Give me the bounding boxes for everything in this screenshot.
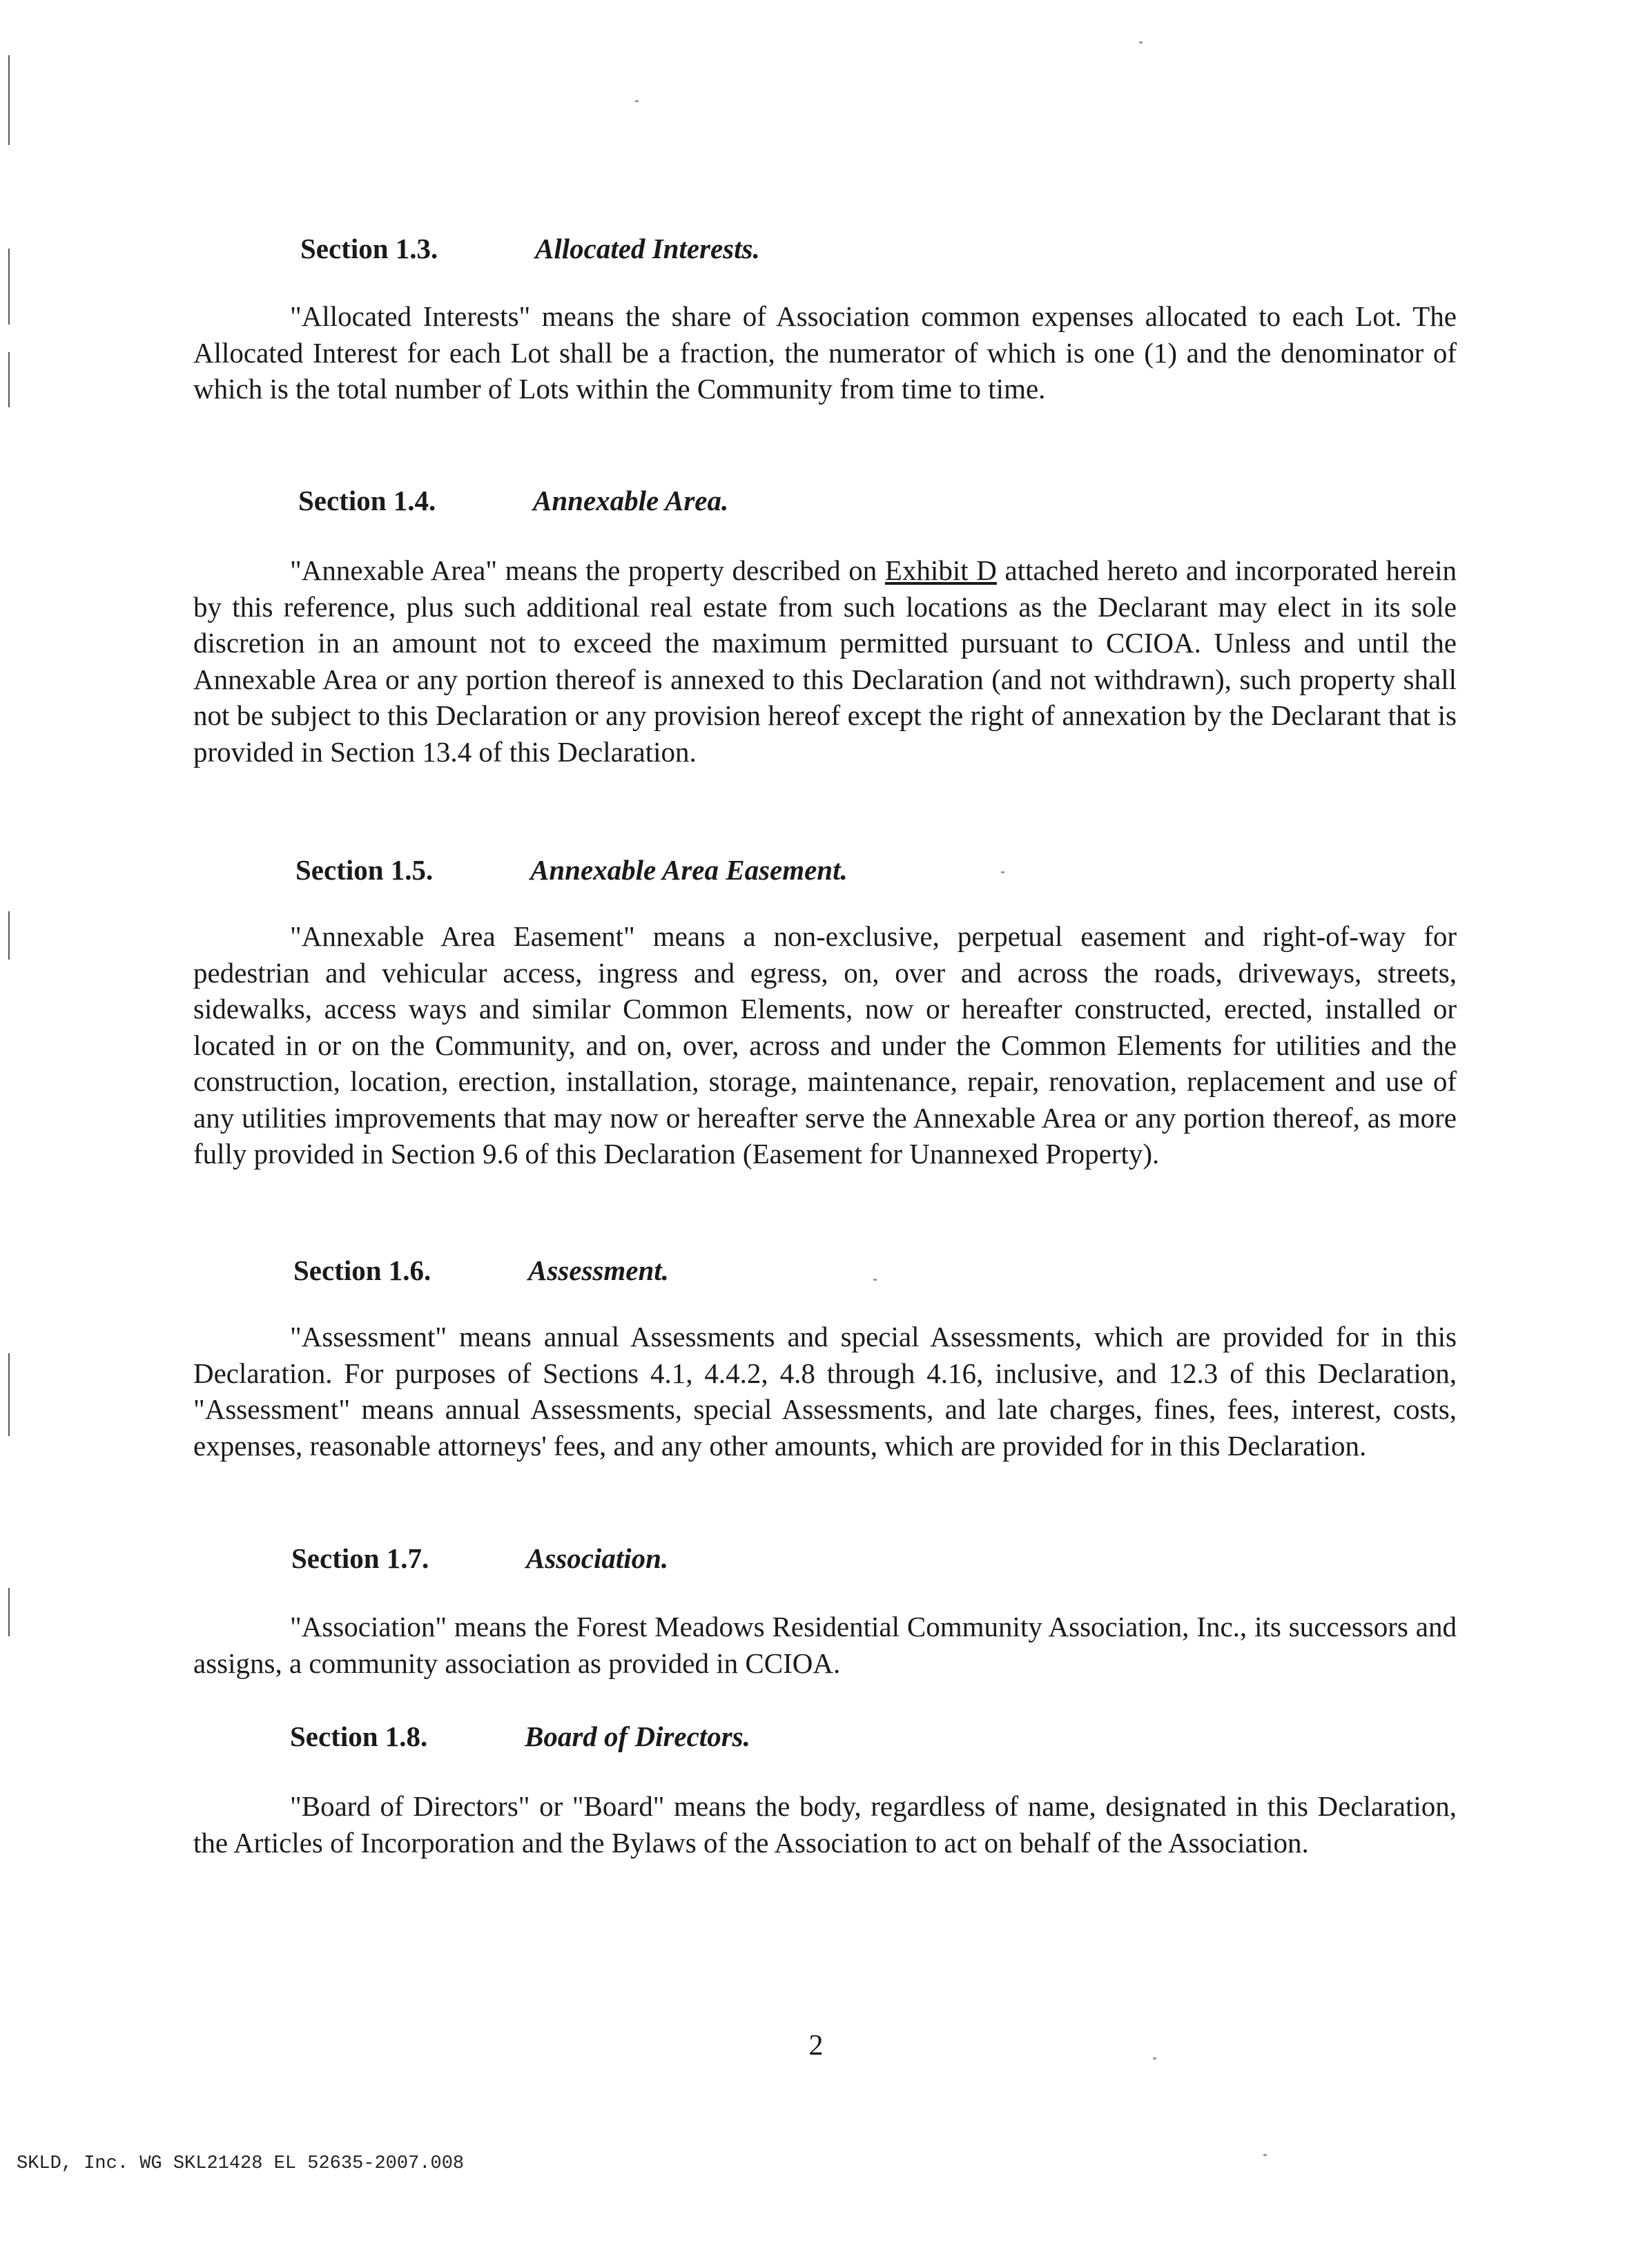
section-title: Allocated Interests. (535, 233, 760, 264)
section-number: Section 1.7. (291, 1542, 429, 1574)
section-heading (298, 483, 1451, 518)
scan-speck (1263, 2154, 1267, 2156)
section-1-5-body (193, 918, 1457, 1172)
section-1-8 (290, 1719, 1443, 1754)
section-paragraph-text: "Annexable Area" means the property described on (290, 554, 885, 586)
section-title: Board of Directors. (525, 1721, 750, 1752)
section-title: Assessment. (528, 1254, 669, 1286)
section-number: Section 1.5. (295, 854, 434, 886)
section-paragraph-text: "Allocated Interests" means the share of Association common expenses allocated to each Lot. The Allocated Interest for each Lot shall be a fraction, the numerator of which is one (1) and the denominator of which is the total number of Lots within the Community from time to time. (193, 300, 1457, 405)
section-1-6-body (193, 1319, 1457, 1464)
scan-speck (1139, 41, 1143, 43)
section-number: Section 1.6. (293, 1254, 431, 1286)
section-heading (295, 853, 1448, 887)
section-paragraph (193, 1788, 1457, 1861)
section-heading (291, 1541, 1444, 1576)
section-1-4 (298, 483, 1451, 518)
section-paragraph-text: "Association" means the Forest Meadows Residential Community Association, Inc., its successors and assigns, a community association as provided in CCIOA. (193, 1611, 1457, 1679)
section-1-8-body (193, 1788, 1457, 1861)
section-number: Section 1.8. (290, 1721, 428, 1752)
section-heading (293, 1253, 1446, 1288)
section-1-3-body (193, 298, 1457, 407)
section-paragraph (193, 1609, 1457, 1681)
scan-speck (635, 100, 639, 102)
scan-margin-mark (8, 249, 10, 324)
section-paragraph-text: "Assessment" means annual Assessments and special Assessments, which are provided for in this Declaration. For purposes of Sections 4.1, 4.4.2, 4.8 through 4.16, inclusive, and 12.3 of this Declaration, "Assessment" means annual Assessments, special Assessments, and late charges, fines, fees, interest, costs, expenses, reasonable attorneys' fees, and any other amounts, which are provided for in this Declaration. (193, 1321, 1457, 1462)
section-1-7 (291, 1541, 1444, 1576)
section-paragraph (193, 552, 1457, 770)
document-footer-id: SKLD, Inc. WG SKL21428 EL 52635-2007.008 (17, 2153, 465, 2174)
section-paragraph-text: "Annexable Area Easement" means a non-exclusive, perpetual easement and right-of-way for pedestrian and vehicular access, ingress and egress, on, over and across the roads, driveways, streets, sidewalks, access ways and similar Common Elements, now or hereafter constructed, erected, installed or located in or on the Community, and on, over, across and under the Common Elements for utilities and the construction, location, erection, installation, storage, maintenance, repair, renovation, replacement and use of any utilities improvements that may now or hereafter serve the Annexable Area or any portion thereof, as more fully provided in Section 9.6 of this Declaration (Easement for Unannexed Property). (193, 920, 1457, 1170)
section-title: Association. (526, 1542, 669, 1574)
section-heading (300, 231, 1453, 266)
scan-margin-mark (8, 1588, 10, 1636)
section-heading (290, 1719, 1443, 1754)
section-paragraph-text: "Board of Directors" or "Board" means the body, regardless of name, designated in this Declaration, the Articles of Incorporation and the Bylaws of the Association to act on behalf of the Association. (193, 1790, 1457, 1859)
section-1-4-body (193, 552, 1457, 770)
section-1-3 (300, 231, 1453, 266)
scan-margin-mark (8, 352, 10, 407)
section-title: Annexable Area. (533, 485, 729, 516)
section-title: Annexable Area Easement. (530, 854, 848, 886)
section-paragraph (193, 918, 1457, 1172)
scan-margin-mark (8, 911, 10, 960)
scan-margin-mark (8, 55, 10, 145)
section-paragraph-text: attached hereto and incorporated herein by this reference, plus such additional real estate from such locations as the Declarant may elect in its sole discretion in an amount not to exceed the maximum permitted pursuant to CCIOA. Unless and until the Annexable Area or any portion thereof is annexed to this Declaration (and not withdrawn), such property shall not be subject to this Declaration or any provision hereof except the right of annexation by the Declarant that is provided in Section 13.4 of this Declaration. (193, 554, 1457, 768)
section-1-5 (295, 853, 1448, 887)
section-1-7-body (193, 1609, 1457, 1681)
section-paragraph (193, 298, 1457, 407)
scan-margin-mark (8, 1353, 10, 1436)
page-number: 2 (808, 2030, 824, 2062)
section-number: Section 1.3. (300, 233, 438, 264)
section-1-6 (293, 1253, 1446, 1288)
section-paragraph (193, 1319, 1457, 1464)
section-number: Section 1.4. (298, 485, 436, 516)
exhibit-d-reference: Exhibit D (884, 554, 997, 586)
